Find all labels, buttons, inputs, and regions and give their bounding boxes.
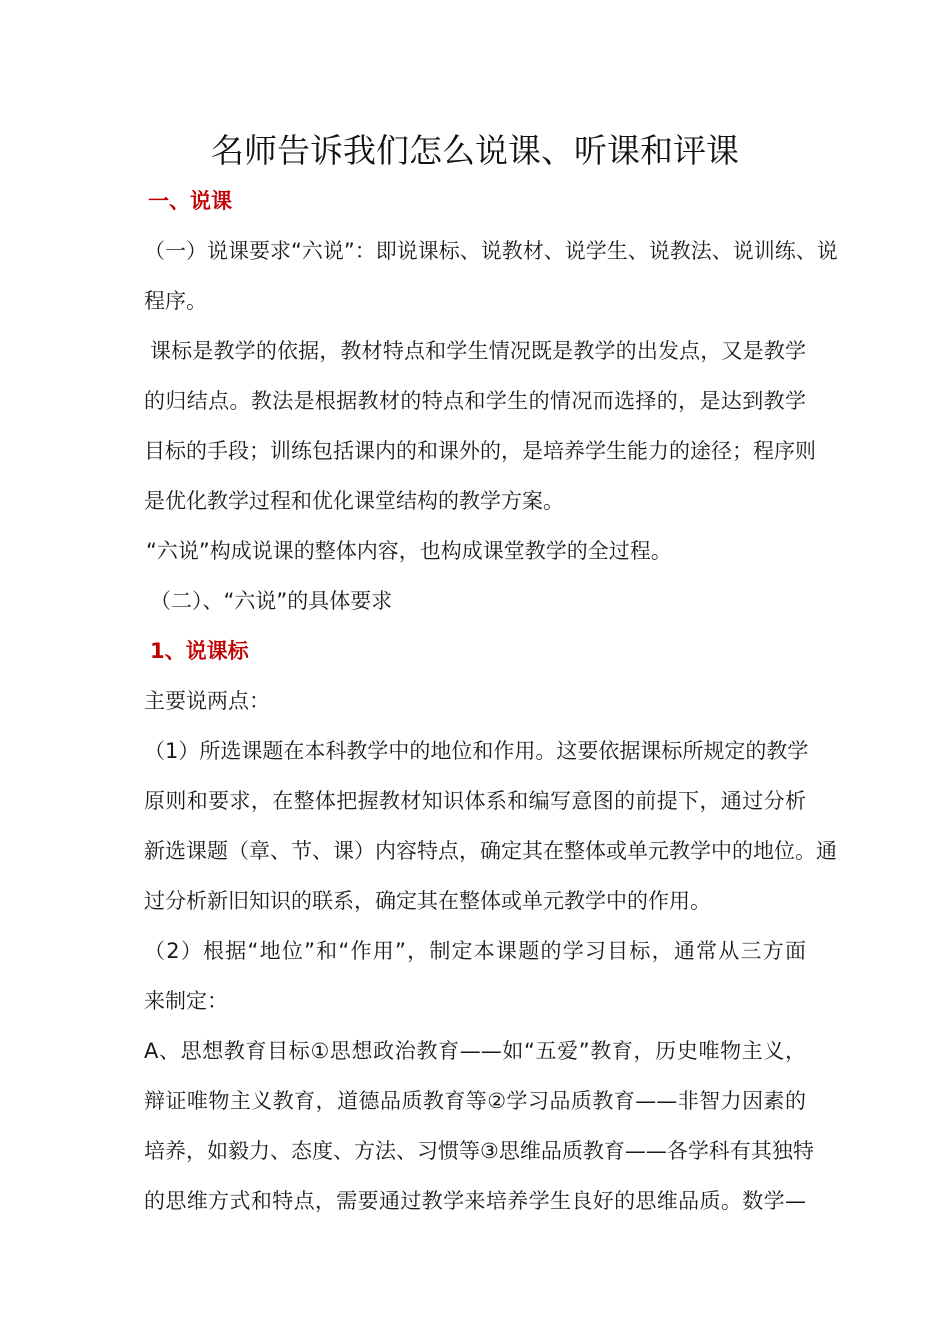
paragraph-line: 来制定： bbox=[144, 989, 228, 1013]
paragraph-line: 主要说两点： bbox=[144, 689, 270, 713]
paragraph-line: 程序。 bbox=[144, 289, 207, 313]
paragraph-line: 新选课题（章、节、课）内容特点，确定其在整体或单元教学中的地位。通 bbox=[144, 839, 837, 863]
paragraph-line: （2）根据“地位”和“作用”，制定本课题的学习目标，通常从三方面 bbox=[144, 939, 806, 963]
paragraph-line: A、思想教育目标①思想政治教育——如“五爱”教育，历史唯物主义， bbox=[144, 1039, 806, 1063]
paragraph-line: （一）说课要求“六说”：即说课标、说教材、说学生、说教法、说训练、说 bbox=[144, 239, 838, 263]
subsection-heading: （二）、“六说”的具体要求 bbox=[150, 589, 393, 613]
section-heading-shuoke: 一、说课 bbox=[148, 189, 232, 213]
paragraph-line: 是优化教学过程和优化课堂结构的教学方案。 bbox=[144, 489, 564, 513]
paragraph-line: 辩证唯物主义教育，道德品质教育等②学习品质教育——非智力因素的 bbox=[144, 1089, 806, 1113]
paragraph-line: 培养，如毅力、态度、方法、习惯等③思维品质教育——各学科有其独特 bbox=[144, 1139, 814, 1163]
paragraph-line: （1）所选课题在本科教学中的地位和作用。这要依据课标所规定的教学 bbox=[144, 739, 809, 763]
paragraph-line: 目标的手段；训练包括课内的和课外的，是培养学生能力的途径；程序则 bbox=[144, 439, 816, 463]
section-heading-kebiao: 1、说课标 bbox=[150, 639, 249, 663]
paragraph-line: 原则和要求，在整体把握教材知识体系和编写意图的前提下，通过分析 bbox=[144, 789, 806, 813]
document-title: 名师告诉我们怎么说课、听课和评课 bbox=[211, 131, 739, 170]
paragraph-line: 的归结点。教法是根据教材的特点和学生的情况而选择的，是达到教学 bbox=[144, 389, 806, 413]
paragraph-line: 课标是教学的依据，教材特点和学生情况既是教学的出发点，又是教学 bbox=[150, 339, 806, 363]
paragraph-line: “六说”构成说课的整体内容，也构成课堂教学的全过程。 bbox=[146, 539, 672, 563]
paragraph-line: 过分析新旧知识的联系，确定其在整体或单元教学中的作用。 bbox=[144, 889, 711, 913]
paragraph-line: 的思维方式和特点，需要通过教学来培养学生良好的思维品质。数学— bbox=[144, 1189, 806, 1213]
